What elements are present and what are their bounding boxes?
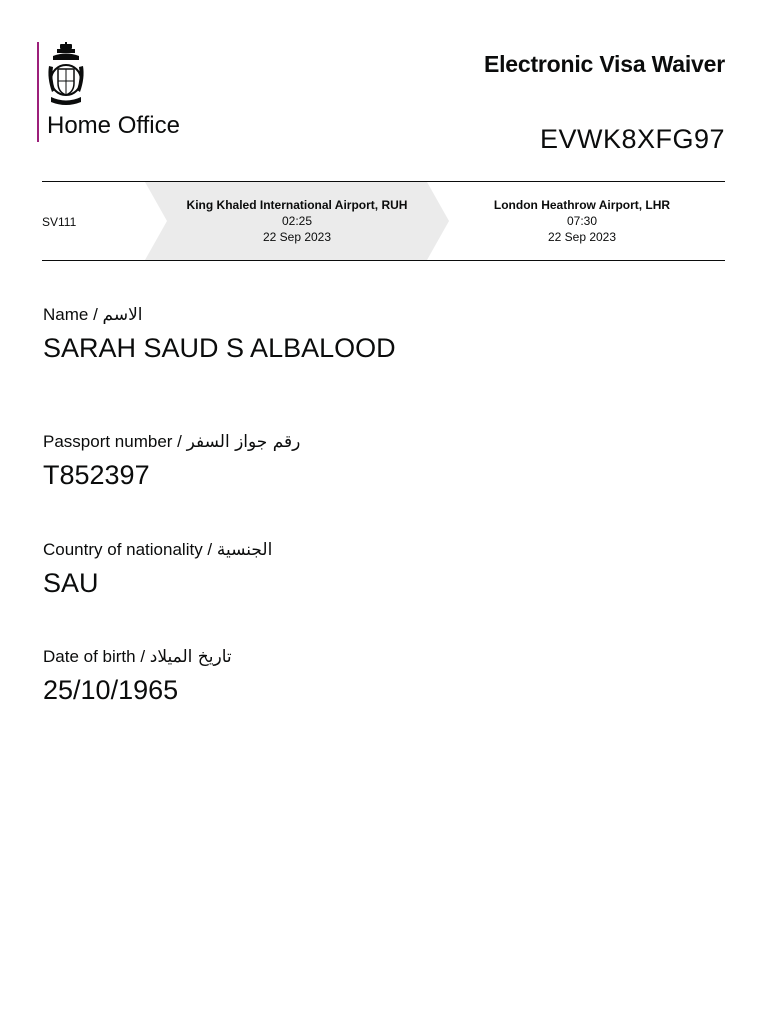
name-field — [43, 305, 396, 364]
passport-label-arabic: رقم جواز السفر — [186, 432, 301, 452]
arrival-date: 22 Sep 2023 — [547, 230, 617, 244]
name-label-arabic: الاسم — [102, 305, 143, 325]
flight-number: SV111 — [42, 215, 77, 229]
nationality-label-arabic: الجنسية — [216, 540, 273, 560]
arrival-airport: London Heathrow Airport, LHR — [493, 198, 671, 212]
dob-label: Date of birth / تاريخ الميلاد — [43, 647, 232, 667]
passport-field — [43, 432, 300, 491]
passport-label: Passport number / رقم جواز السفر — [43, 432, 301, 452]
nationality-value: SAU — [43, 568, 99, 598]
royal-coat-of-arms-icon — [47, 42, 85, 110]
document-title: Electronic Visa Waiver — [483, 51, 725, 77]
nationality-field — [43, 540, 272, 599]
name-value: SARAH SAUD S ALBALOOD — [43, 333, 396, 363]
departure-time: 02:25 — [281, 214, 313, 228]
departure-date: 22 Sep 2023 — [262, 230, 332, 244]
passport-value: T852397 — [43, 460, 150, 490]
reference-number: EVWK8XFG97 — [539, 124, 725, 154]
home-office-brand — [37, 42, 180, 142]
name-label: Name / الاسم — [43, 305, 143, 325]
dob-value: 25/10/1965 — [43, 675, 179, 705]
department-name: Home Office — [47, 112, 180, 139]
dob-label-arabic: تاريخ الميلاد — [149, 647, 232, 667]
nationality-label: Country of nationality / الجنسية — [43, 540, 273, 560]
departure-airport: King Khaled International Airport, RUH — [186, 198, 408, 212]
flight-details — [42, 181, 725, 261]
dob-field — [43, 647, 232, 706]
arrival-leg — [457, 197, 707, 245]
departure-leg — [172, 197, 422, 245]
arrival-time: 07:30 — [566, 214, 598, 228]
